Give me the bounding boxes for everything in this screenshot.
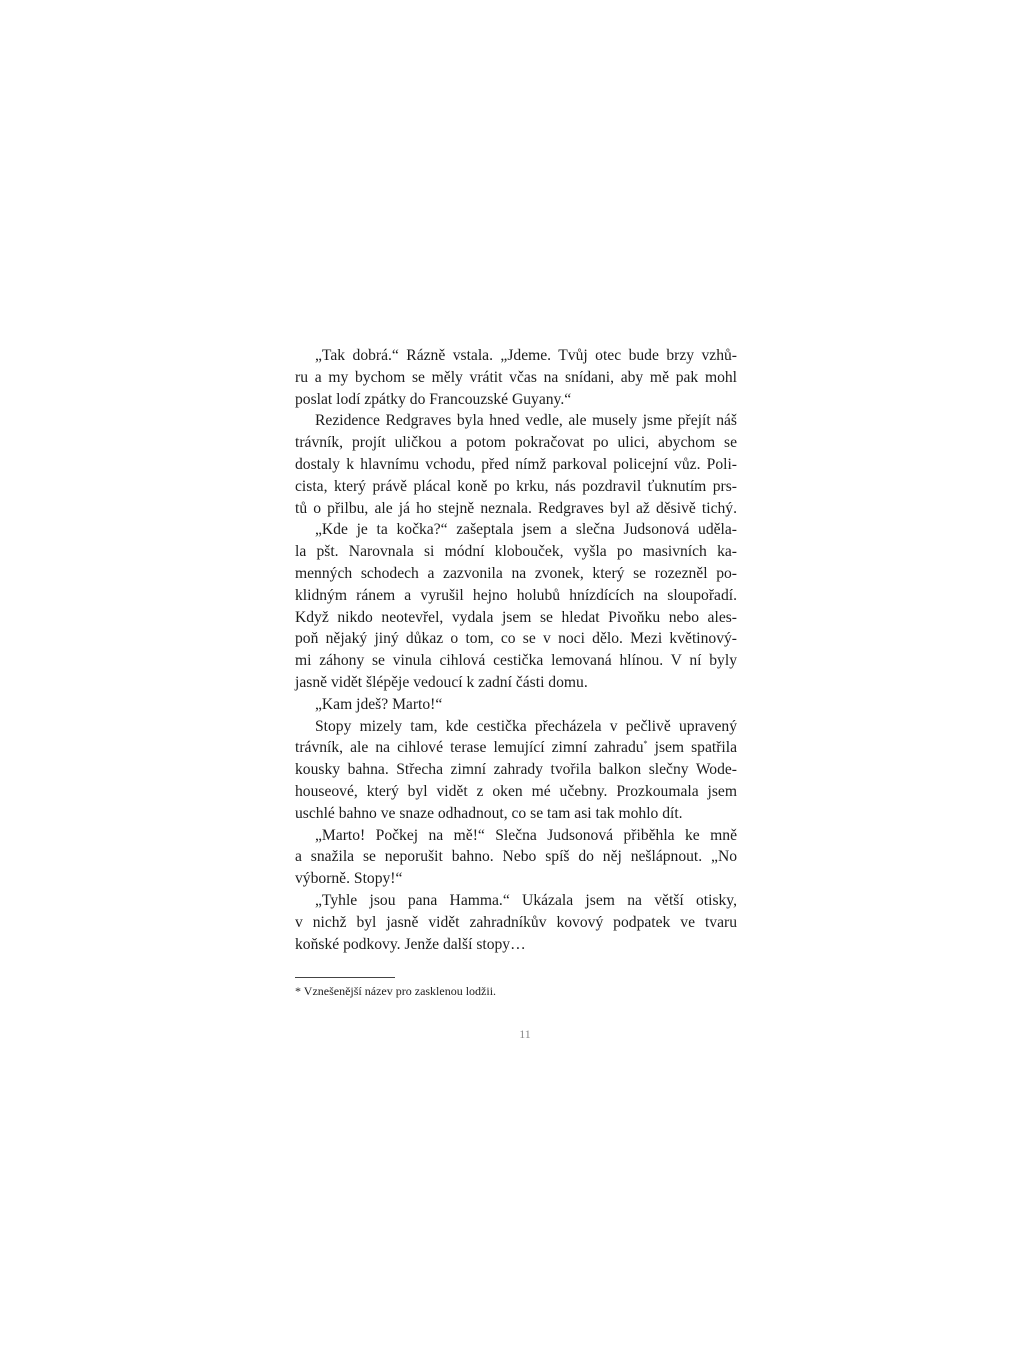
- text-line-with-footnote: [295, 737, 737, 759]
- text-line: „Kam jdeš? Marto!“: [315, 695, 443, 713]
- text-line: poň nějaký jiný důkaz o tom, co se v noci dělo. Mezi květinový-: [295, 630, 737, 648]
- text-line: „Tyhle jsou pana Hamma.“ Ukázala jsem na větší otisky,: [315, 891, 737, 909]
- footnote: * Vznešenější název pro zasklenou lodžii.: [295, 984, 497, 998]
- text-line: dostaly k hlavnímu vchodu, před nímž parkoval policejní vůz. Poli-: [295, 455, 737, 473]
- text-line: koňské podkovy. Jenže další stopy…: [295, 935, 526, 953]
- text-line: výborně. Stopy!“: [295, 870, 403, 888]
- text-line: a snažila se neporušit bahno. Nebo spíš do něj nešlápnout. „No: [295, 848, 737, 866]
- text-line: „Marto! Počkej na mě!“ Slečna Judsonová přiběhla ke mně: [315, 826, 737, 844]
- text-line: „Kde je ta kočka?“ zašeptala jsem a slečna Judsonová uděla-: [315, 521, 737, 539]
- text-line: klidným ránem a vyrušil hejno holubů hnízdících na sloupořadí.: [295, 586, 737, 604]
- text-line: la pšt. Narovnala si módní klobouček, vyšla po masivních ka-: [295, 543, 737, 561]
- text-line: v nichž byl jasně vidět zahradníkův kovový podpatek ve tvaru: [295, 913, 737, 931]
- text-segment: trávník, ale na cihlové terase lemující zimní zahradu: [295, 739, 644, 757]
- text-line: Když nikdo neotevřel, vydala jsem se hledat Pivoňku nebo ales-: [295, 608, 737, 626]
- text-line: cista, který právě plácal koně po krku, nás pozdravil ťuknutím prs-: [295, 477, 737, 495]
- text-line: uschlé bahno ve snaze odhadnout, co se tam asi tak mohlo dít.: [295, 804, 683, 822]
- text-line: jasně vidět šlépěje vedoucí k zadní části domu.: [295, 673, 588, 691]
- footnote-divider: [295, 977, 395, 978]
- page-number: 11: [519, 1027, 531, 1041]
- text-line: trávník, projít uličkou a potom pokračovat po ulici, abychom se: [295, 434, 737, 452]
- text-line: kousky bahna. Střecha zimní zahrady tvořila balkon slečny Wode-: [295, 761, 737, 779]
- text-line: poslat lodí zpátky do Francouzské Guyany.“: [295, 390, 572, 408]
- text-line: tů o přilbu, ale já ho stejně neznala. Redgraves byl až děsivě tichý.: [295, 499, 737, 517]
- text-segment: jsem spatřila: [654, 739, 738, 757]
- footnote-marker: *: [643, 739, 648, 749]
- text-line: Rezidence Redgraves byla hned vedle, ale musely jsme přejít náš: [315, 412, 737, 430]
- text-line: ru a my bychom se měly vrátit včas na snídani, aby mě pak mohl: [295, 368, 737, 386]
- text-line: „Tak dobrá.“ Rázně vstala. „Jdeme. Tvůj otec bude brzy vzhů-: [315, 347, 737, 364]
- text-line: houseové, který byl vidět z oken mé učebny. Prozkoumala jsem: [295, 782, 737, 800]
- text-line: Stopy mizely tam, kde cestička přecházela v pečlivě upravený: [315, 717, 737, 735]
- text-line: mi záhony se vinula cihlová cestička lemovaná hlínou. V ní byly: [295, 652, 737, 670]
- body-text: [295, 345, 737, 955]
- text-line: menných schodech a zazvonila na zvonek, který se rozezněl po-: [295, 564, 737, 582]
